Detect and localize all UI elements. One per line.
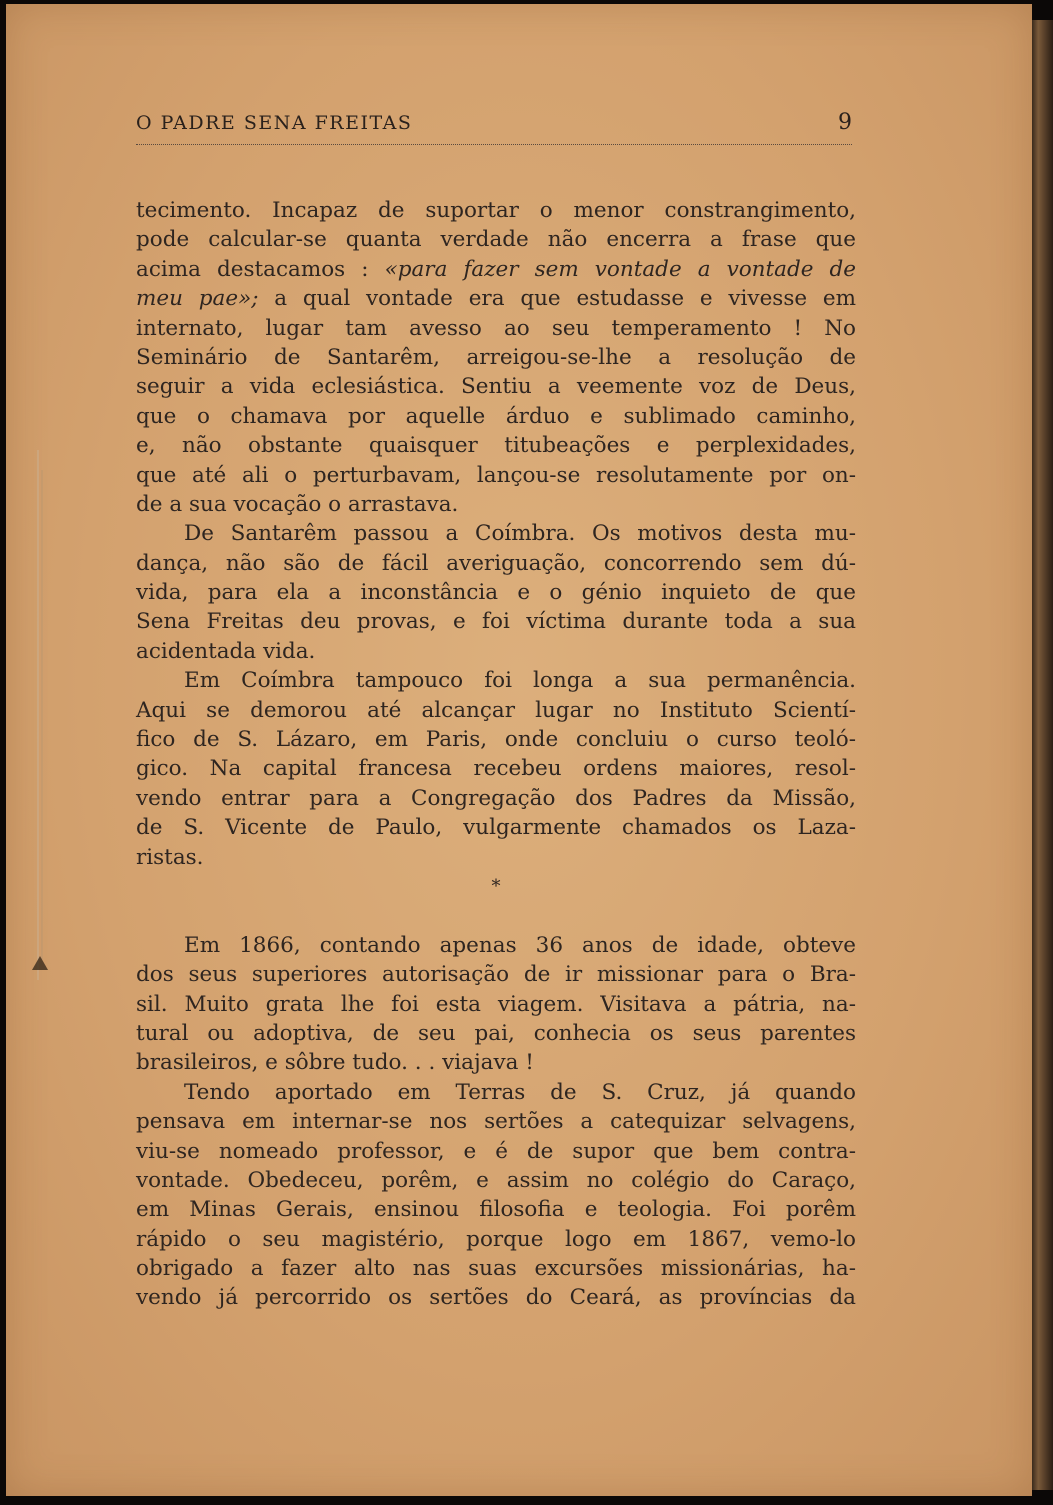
header-rule [136,144,852,145]
text-line: Em Coímbra tampouco foi longa a sua permanência. [184,668,856,694]
quoted-phrase-end: meu pae»; [136,286,259,312]
text-line: que o chamava por aquelle árduo e sublimado caminho, [136,403,856,429]
text-line: vida, para ela a inconstância e o génio inquieto de que [136,580,856,606]
text-line: de a sua vocação o arrastava. [136,491,459,517]
text-line: Sena Freitas deu provas, e foi víctima durante toda a sua [136,609,856,635]
text-line: pensava em internar-se nos sertões a catequizar selvagens, [136,1109,856,1135]
text-line: gico. Na capital francesa recebeu ordens maiores, resol- [136,756,856,782]
text-line: que até ali o perturbavam, lançou-se resolutamente por on- [136,462,856,488]
page-header [136,112,852,144]
text-line: em Minas Gerais, ensinou filosofia e teologia. Foi porêm [136,1197,856,1223]
text-line: Aqui se demorou até alcançar lugar no Instituto Scientí- [136,697,856,723]
quoted-phrase: «para fazer sem vontade a vontade de [384,256,857,282]
text-line: De Santarêm passou a Coímbra. Os motivos desta mu- [184,521,856,547]
text-segment: a qual vontade era que estudasse e vivesse em [274,286,856,312]
page-number: 9 [838,110,852,135]
text-line [136,284,856,313]
body-text [136,196,856,1313]
text-line: acidentada vida. [136,638,316,664]
section-separator-asterisk: * [491,875,501,897]
text-line: sil. Muito grata lhe foi esta viagem. Visitava a pátria, na- [136,991,856,1017]
margin-pencil-marks [28,440,58,1000]
text-line: rápido o seu magistério, porque logo em 1867, vemo-lo [136,1226,856,1252]
text-line: dos seus superiores autorisação de ir missionar para o Bra- [136,962,856,988]
running-title: O PADRE SENA FREITAS [136,112,413,134]
section-gap [136,901,856,930]
text-segment: acima destacamos : [136,256,369,282]
text-line: Seminário de Santarêm, arreigou-se-lhe a resolução de [136,344,856,370]
text-line: vontade. Obedeceu, porêm, e assim no colégio do Caraço, [136,1167,856,1193]
text-line [136,255,856,284]
text-line: dança, não são de fácil averiguação, concorrendo sem dú- [136,550,856,576]
text-line: brasileiros, e sôbre tudo. . . viajava ! [136,1050,534,1076]
page-edge-shadow [1032,20,1053,1490]
text-line: Tendo aportado em Terras de S. Cruz, já quando [184,1079,856,1105]
text-line: vendo entrar para a Congregação dos Padres da Missão, [136,785,856,811]
text-line: tural ou adoptiva, de seu pai, conhecia os seus parentes [136,1020,856,1046]
text-line: tecimento. Incapaz de suportar o menor constrangimento, [136,198,856,223]
text-line: pode calcular-se quanta verdade não encerra a frase que [136,227,856,253]
text-line: e, não obstante quaisquer titubeações e perplexidades, [136,433,856,459]
text-line: viu-se nomeado professor, e é de supor que bem contra- [136,1138,856,1164]
text-line: internato, lugar tam avesso ao seu temperamento ! No [136,315,856,341]
text-line: de S. Vicente de Paulo, vulgarmente chamados os Laza- [136,815,856,841]
text-line: fico de S. Lázaro, em Paris, onde concluiu o curso teoló- [136,727,856,753]
text-line: Em 1866, contando apenas 36 anos de idade, obteve [184,932,856,958]
text-line: ristas. [136,844,204,870]
text-line: seguir a vida eclesiástica. Sentiu a veemente voz de Deus, [136,374,856,400]
text-line: vendo já percorrido os sertões do Ceará, as províncias da [136,1285,856,1311]
text-line: obrigado a fazer alto nas suas excursões missionárias, ha- [136,1256,856,1282]
